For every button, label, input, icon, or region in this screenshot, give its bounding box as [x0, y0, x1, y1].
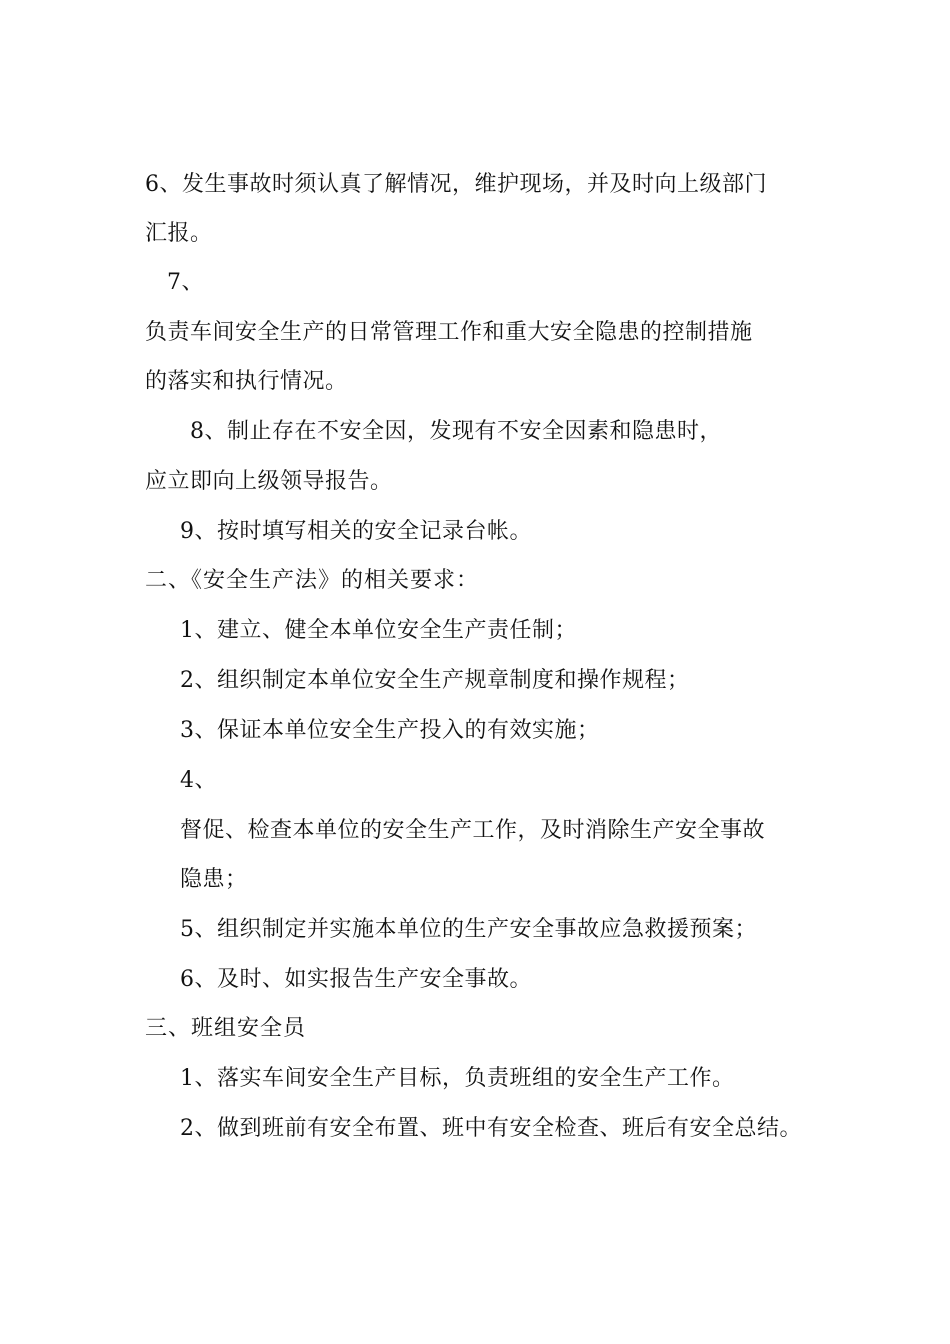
section-heading: 三、班组安全员 [145, 1016, 307, 1041]
paragraph-line: 8、制止存在不安全因，发现有不安全因素和隐患时， [190, 419, 722, 444]
paragraph-line: 6、发生事故时须认真了解情况，维护现场，并及时向上级部门 [145, 172, 767, 197]
paragraph-line: 1、落实车间安全生产目标，负责班组的安全生产工作。 [180, 1066, 735, 1091]
paragraph-line: 5、组织制定并实施本单位的生产安全事故应急救援预案； [180, 917, 757, 942]
paragraph-line: 的落实和执行情况。 [145, 369, 348, 394]
paragraph-line: 汇报。 [145, 221, 213, 246]
paragraph-line: 应立即向上级领导报告。 [145, 469, 393, 494]
paragraph-line: 隐患； [180, 867, 248, 892]
section-heading: 二、《安全生产法》的相关要求： [145, 568, 480, 593]
paragraph-line: 2、组织制定本单位安全生产规章制度和操作规程； [180, 668, 690, 693]
paragraph-line: 2、做到班前有安全布置、班中有安全检查、班后有安全总结。 [180, 1116, 802, 1141]
paragraph-line: 9、按时填写相关的安全记录台帐。 [180, 519, 532, 544]
paragraph-line: 7、 [167, 270, 204, 295]
paragraph-line: 3、保证本单位安全生产投入的有效实施； [180, 718, 600, 743]
paragraph-line: 4、 [180, 768, 217, 793]
paragraph-line: 负责车间安全生产的日常管理工作和重大安全隐患的控制措施 [145, 320, 753, 345]
paragraph-line: 6、及时、如实报告生产安全事故。 [180, 967, 532, 992]
paragraph-line: 1、建立、健全本单位安全生产责任制； [180, 618, 577, 643]
paragraph-line: 督促、检查本单位的安全生产工作，及时消除生产安全事故 [180, 818, 766, 843]
